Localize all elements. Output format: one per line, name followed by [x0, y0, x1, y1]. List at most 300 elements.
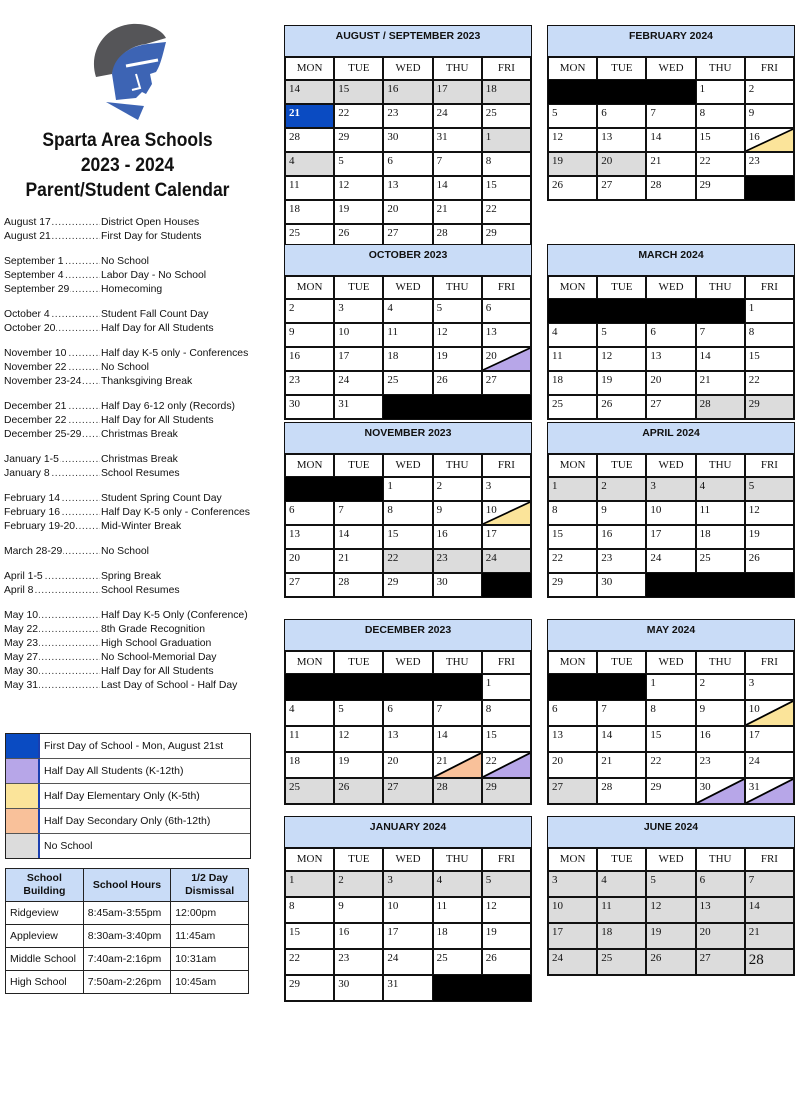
day-name-fri: FRI [745, 651, 794, 674]
day-number: 26 [338, 227, 350, 239]
half-day-dismissal: 10:31am [171, 948, 249, 971]
day-number: 30 [387, 131, 399, 143]
day-name-tue: TUE [334, 848, 383, 871]
day-name-thu: THU [433, 848, 482, 871]
day-cell [548, 395, 597, 419]
table-row [6, 971, 249, 994]
day-cell [482, 752, 531, 778]
day-cell [597, 949, 646, 975]
day-cell [548, 152, 597, 176]
day-cell [433, 200, 482, 224]
day-cell [433, 700, 482, 726]
day-cell [285, 897, 334, 923]
day-cell [745, 897, 794, 923]
day-cell [383, 152, 432, 176]
day-name-mon: MON [548, 57, 597, 80]
day-cell [334, 152, 383, 176]
day-cell [285, 104, 334, 128]
day-cell [482, 923, 531, 949]
empty-day-cell [334, 477, 383, 501]
day-number: 25 [699, 552, 711, 564]
day-name-tue: TUE [597, 454, 646, 477]
event-item [4, 375, 264, 389]
event-date-text: February 19-20 [4, 521, 76, 532]
day-number: 29 [485, 781, 497, 793]
day-number: 12 [601, 350, 613, 362]
event-item [4, 400, 264, 414]
day-cell [433, 501, 482, 525]
day-cell [597, 347, 646, 371]
day-cell [482, 128, 531, 152]
day-name-thu: THU [696, 276, 745, 299]
day-number: 19 [338, 203, 350, 215]
day-name-thu: THU [433, 454, 482, 477]
day-number: 15 [485, 729, 497, 741]
day-cell [482, 371, 531, 395]
legend-swatch [6, 784, 40, 808]
calendar-aug-sep-2023 [284, 25, 532, 249]
day-cell [383, 525, 432, 549]
event-date [4, 545, 100, 559]
event-item [4, 230, 264, 244]
day-number: 22 [338, 107, 350, 119]
day-cell [482, 871, 531, 897]
day-number: 14 [436, 179, 448, 191]
event-description: Half Day for All Students [101, 666, 214, 677]
day-name-tue: TUE [597, 651, 646, 674]
header-half-day-dismissal: 1/2 Day Dismissal [171, 869, 249, 902]
event-date [4, 453, 100, 467]
day-cell [548, 700, 597, 726]
day-number: 10 [485, 504, 497, 516]
day-cell [646, 371, 695, 395]
day-cell [383, 371, 432, 395]
day-number: 21 [699, 374, 711, 386]
day-cell [745, 104, 794, 128]
day-cell [745, 395, 794, 419]
day-cell [548, 752, 597, 778]
day-number: 12 [552, 131, 563, 143]
day-number: 21 [289, 107, 300, 119]
event-item [4, 216, 264, 230]
day-number: 6 [601, 107, 607, 119]
day-number: 9 [436, 504, 443, 516]
legend-item-half-elem [6, 784, 250, 809]
empty-day-cell [548, 674, 597, 700]
day-number: 29 [485, 227, 497, 239]
day-cell [548, 726, 597, 752]
day-cell [646, 128, 695, 152]
empty-day-cell [383, 395, 432, 419]
day-name-wed: WED [646, 848, 695, 871]
month-title: APRIL 2024 [548, 423, 794, 454]
day-cell [433, 549, 482, 573]
day-number: 22 [289, 952, 300, 964]
event-date-text: May 30 [4, 666, 39, 677]
day-number: 8 [650, 703, 656, 715]
event-date-text: May 31 [4, 680, 39, 691]
event-date-text: January 1-5 [4, 454, 59, 465]
day-number: 16 [338, 926, 350, 938]
empty-day-cell [646, 80, 695, 104]
day-number: 22 [699, 155, 711, 167]
event-date [4, 570, 100, 584]
day-cell [745, 371, 794, 395]
day-cell [285, 700, 334, 726]
day-number: 6 [485, 302, 492, 314]
day-number: 28 [748, 952, 764, 968]
day-cell [482, 323, 531, 347]
day-number: 26 [436, 374, 448, 386]
color-legend [5, 733, 251, 859]
event-description: Christmas Break [101, 454, 178, 465]
table-row [6, 948, 249, 971]
day-number: 28 [436, 781, 448, 793]
day-number: 16 [387, 83, 399, 95]
day-cell [745, 949, 794, 975]
day-number: 1 [748, 302, 755, 314]
day-number: 2 [748, 83, 755, 95]
calendar-dec-2023 [284, 619, 532, 805]
empty-day-cell [548, 299, 597, 323]
day-number: 8 [485, 703, 492, 715]
day-number: 27 [387, 227, 399, 239]
day-number: 6 [699, 874, 706, 886]
day-number: 5 [338, 155, 344, 167]
day-cell [433, 371, 482, 395]
table-row [6, 902, 249, 925]
day-number: 4 [601, 874, 607, 886]
day-name-tue: TUE [334, 454, 383, 477]
event-description: Half Day K-5 only - Conferences [101, 507, 250, 518]
day-name-fri: FRI [482, 276, 531, 299]
event-date [4, 467, 100, 481]
event-item [4, 584, 264, 598]
day-number: 29 [699, 179, 711, 191]
day-cell [285, 501, 334, 525]
day-number: 9 [601, 504, 607, 516]
day-number: 21 [650, 155, 662, 167]
day-number: 19 [485, 926, 497, 938]
day-cell [696, 674, 745, 700]
day-number: 10 [748, 703, 760, 715]
day-cell [285, 80, 334, 104]
day-cell [334, 700, 383, 726]
day-number: 14 [650, 131, 662, 143]
day-number: 4 [289, 155, 295, 167]
day-cell [745, 674, 794, 700]
day-number: 13 [387, 179, 399, 191]
day-number: 6 [289, 504, 295, 516]
event-description: No School [101, 546, 149, 557]
day-cell [548, 176, 597, 200]
day-number: 5 [748, 480, 755, 492]
event-date-text: September 4 [4, 270, 64, 281]
event-description: Student Fall Count Day [101, 309, 209, 320]
legend-label: No School [44, 840, 93, 852]
event-date [4, 520, 100, 534]
event-description: Half day K-5 only - Conferences [101, 348, 249, 359]
event-group [4, 308, 264, 336]
day-name-mon: MON [548, 276, 597, 299]
day-cell [433, 477, 482, 501]
legend-item-no-school [6, 834, 250, 858]
day-cell [548, 778, 597, 804]
event-item [4, 623, 264, 637]
event-date-text: February 16 [4, 507, 61, 518]
day-cell [696, 128, 745, 152]
day-cell [482, 525, 531, 549]
day-cell [334, 726, 383, 752]
day-number: 24 [650, 552, 662, 564]
event-item [4, 492, 264, 506]
day-name-wed: WED [646, 57, 695, 80]
day-cell [482, 726, 531, 752]
calendar-jan-2024 [284, 816, 532, 1002]
day-number: 20 [601, 155, 613, 167]
event-item [4, 506, 264, 520]
day-number: 19 [338, 755, 350, 767]
day-number: 2 [699, 677, 706, 689]
day-number: 1 [485, 677, 492, 689]
calendar-oct-2023 [284, 244, 532, 420]
event-date-text: August 21 [4, 231, 51, 242]
day-cell [334, 975, 383, 1001]
event-date-text: February 14 [4, 493, 61, 504]
day-cell [383, 700, 432, 726]
day-cell [548, 104, 597, 128]
day-number: 9 [699, 703, 706, 715]
day-number: 8 [289, 900, 295, 912]
day-cell [646, 347, 695, 371]
day-number: 12 [650, 900, 662, 912]
day-number: 23 [338, 952, 350, 964]
month-title: NOVEMBER 2023 [285, 423, 531, 454]
day-name-tue: TUE [597, 276, 646, 299]
day-number: 26 [601, 398, 613, 410]
day-cell [696, 726, 745, 752]
calendar-may-2024 [547, 619, 795, 805]
event-date-text: December 25-29 [4, 429, 82, 440]
day-number: 28 [289, 131, 300, 143]
day-number: 28 [338, 576, 350, 588]
day-number: 24 [436, 107, 448, 119]
day-cell [597, 395, 646, 419]
day-number: 7 [601, 703, 607, 715]
legend-item-first [6, 734, 250, 759]
day-number: 13 [552, 729, 563, 741]
event-date [4, 322, 100, 336]
day-number: 2 [338, 874, 344, 886]
legend-item-half-sec [6, 809, 250, 834]
day-number: 29 [650, 781, 662, 793]
day-number: 10 [552, 900, 563, 912]
day-cell [646, 949, 695, 975]
day-cell [696, 371, 745, 395]
day-cell [433, 923, 482, 949]
day-cell [696, 700, 745, 726]
day-cell [646, 525, 695, 549]
day-cell [285, 176, 334, 200]
table-row [6, 925, 249, 948]
day-number: 3 [552, 874, 558, 886]
day-number: 5 [436, 302, 443, 314]
day-number: 14 [601, 729, 613, 741]
day-number: 13 [485, 326, 497, 338]
calendar-nov-2023 [284, 422, 532, 598]
day-number: 23 [699, 755, 711, 767]
event-date [4, 308, 100, 322]
event-description: No School [101, 362, 149, 373]
day-cell [745, 347, 794, 371]
day-cell [597, 923, 646, 949]
school-year: 2023 - 2024 [80, 155, 175, 176]
day-cell [696, 501, 745, 525]
day-number: 14 [338, 528, 350, 540]
day-number: 19 [436, 350, 448, 362]
day-number: 11 [289, 729, 300, 741]
day-number: 15 [650, 729, 662, 741]
empty-day-cell [285, 674, 334, 700]
event-item [4, 651, 264, 665]
day-name-wed: WED [383, 57, 432, 80]
event-group [4, 453, 264, 481]
event-date-text: January 8 [4, 468, 50, 479]
day-name-tue: TUE [334, 57, 383, 80]
day-number: 28 [699, 398, 711, 410]
event-description: Homecoming [101, 284, 163, 295]
day-number: 15 [289, 926, 300, 938]
building-name: Ridgeview [6, 902, 84, 925]
event-date [4, 651, 100, 665]
day-cell [646, 778, 695, 804]
header-school-building: School Building [6, 869, 84, 902]
day-cell [597, 752, 646, 778]
day-number: 31 [338, 398, 350, 410]
day-number: 7 [338, 504, 344, 516]
day-number: 29 [338, 131, 350, 143]
day-cell [334, 501, 383, 525]
day-cell [745, 549, 794, 573]
event-item [4, 255, 264, 269]
day-cell [433, 897, 482, 923]
event-date [4, 584, 100, 598]
day-cell [383, 347, 432, 371]
day-cell [745, 80, 794, 104]
day-number: 31 [387, 978, 399, 990]
event-group [4, 216, 264, 244]
legend-label: Half Day All Students (K-12th) [44, 765, 184, 777]
day-cell [646, 501, 695, 525]
day-cell [548, 525, 597, 549]
day-cell [696, 549, 745, 573]
day-name-thu: THU [433, 276, 482, 299]
day-cell [646, 176, 695, 200]
day-cell [696, 347, 745, 371]
event-item [4, 679, 264, 693]
day-number: 3 [485, 480, 492, 492]
day-name-mon: MON [285, 848, 334, 871]
day-number: 3 [338, 302, 344, 314]
day-number: 28 [436, 227, 448, 239]
month-title: DECEMBER 2023 [285, 620, 531, 651]
day-cell [548, 323, 597, 347]
day-number: 7 [699, 326, 706, 338]
day-number: 13 [699, 900, 711, 912]
day-number: 7 [748, 874, 755, 886]
day-number: 18 [699, 528, 711, 540]
legend-label: Half Day Secondary Only (6th-12th) [44, 815, 211, 827]
day-cell [548, 371, 597, 395]
school-hours-table [5, 868, 249, 994]
day-number: 20 [289, 552, 300, 564]
event-date [4, 414, 100, 428]
day-number: 1 [699, 83, 706, 95]
day-cell [597, 477, 646, 501]
empty-day-cell [548, 80, 597, 104]
day-cell [597, 128, 646, 152]
day-number: 22 [650, 755, 662, 767]
event-item [4, 637, 264, 651]
day-number: 29 [289, 978, 300, 990]
day-cell [433, 299, 482, 323]
day-cell [334, 871, 383, 897]
day-cell [696, 176, 745, 200]
day-number: 11 [289, 179, 300, 191]
empty-day-cell [433, 975, 482, 1001]
day-number: 18 [436, 926, 448, 938]
event-date [4, 216, 100, 230]
day-number: 6 [552, 703, 558, 715]
school-name: Sparta Area Schools [42, 130, 213, 151]
day-name-wed: WED [646, 276, 695, 299]
day-number: 24 [552, 952, 563, 964]
day-number: 25 [289, 781, 300, 793]
empty-day-cell [646, 299, 695, 323]
day-cell [745, 525, 794, 549]
event-description: Labor Day - No School [101, 270, 207, 281]
day-number: 11 [387, 326, 398, 338]
day-cell [745, 299, 794, 323]
day-number: 8 [485, 155, 492, 167]
event-description: Half Day K-5 Only (Conference) [101, 610, 248, 621]
day-cell [597, 871, 646, 897]
day-number: 12 [485, 900, 497, 912]
day-number: 19 [748, 528, 760, 540]
day-cell [745, 152, 794, 176]
day-cell [383, 923, 432, 949]
day-cell [646, 395, 695, 419]
day-number: 4 [289, 703, 295, 715]
day-cell [696, 104, 745, 128]
day-name-mon: MON [548, 848, 597, 871]
day-number: 24 [338, 374, 350, 386]
day-cell [433, 152, 482, 176]
day-cell [745, 501, 794, 525]
day-number: 6 [650, 326, 656, 338]
day-cell [646, 549, 695, 573]
day-cell [285, 299, 334, 323]
day-number: 20 [552, 755, 563, 767]
day-cell [433, 176, 482, 200]
day-name-thu: THU [433, 57, 482, 80]
empty-day-cell [482, 975, 531, 1001]
day-cell [334, 573, 383, 597]
day-number: 27 [289, 576, 300, 588]
day-cell [334, 299, 383, 323]
event-description: 8th Grade Recognition [101, 624, 205, 635]
day-cell [433, 726, 482, 752]
